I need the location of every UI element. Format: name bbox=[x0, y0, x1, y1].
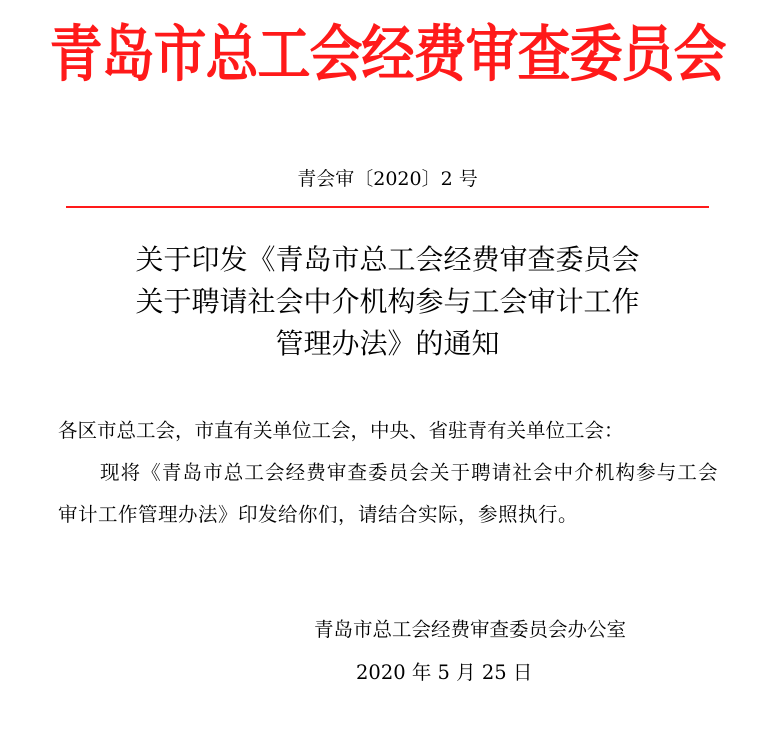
issue-date: 2020 年 5 月 25 日 bbox=[356, 661, 533, 684]
salutation: 各区市总工会，市直有关单位工会，中央、省驻青有关单位工会： bbox=[58, 419, 624, 442]
body-paragraph: 现将《青岛市总工会经费审查委员会关于聘请社会中介机构参与工会审计工作管理办法》印发给你们，请结合实际，参照执行。 bbox=[58, 461, 718, 526]
notice-body bbox=[58, 410, 718, 536]
notice-title bbox=[0, 239, 775, 365]
title-line-3: 管理办法》的通知 bbox=[275, 327, 500, 360]
title-line-2: 关于聘请社会中介机构参与工会审计工作 bbox=[135, 285, 640, 318]
red-divider bbox=[66, 206, 709, 208]
issuer-signature: 青岛市总工会经费审查委员会办公室 bbox=[314, 618, 627, 641]
document-number: 青会审〔2020〕2 号 bbox=[297, 168, 478, 190]
masthead-title: 青岛市总工会经费审查委员会 bbox=[49, 19, 726, 90]
title-line-1: 关于印发《青岛市总工会经费审查委员会 bbox=[135, 243, 640, 276]
